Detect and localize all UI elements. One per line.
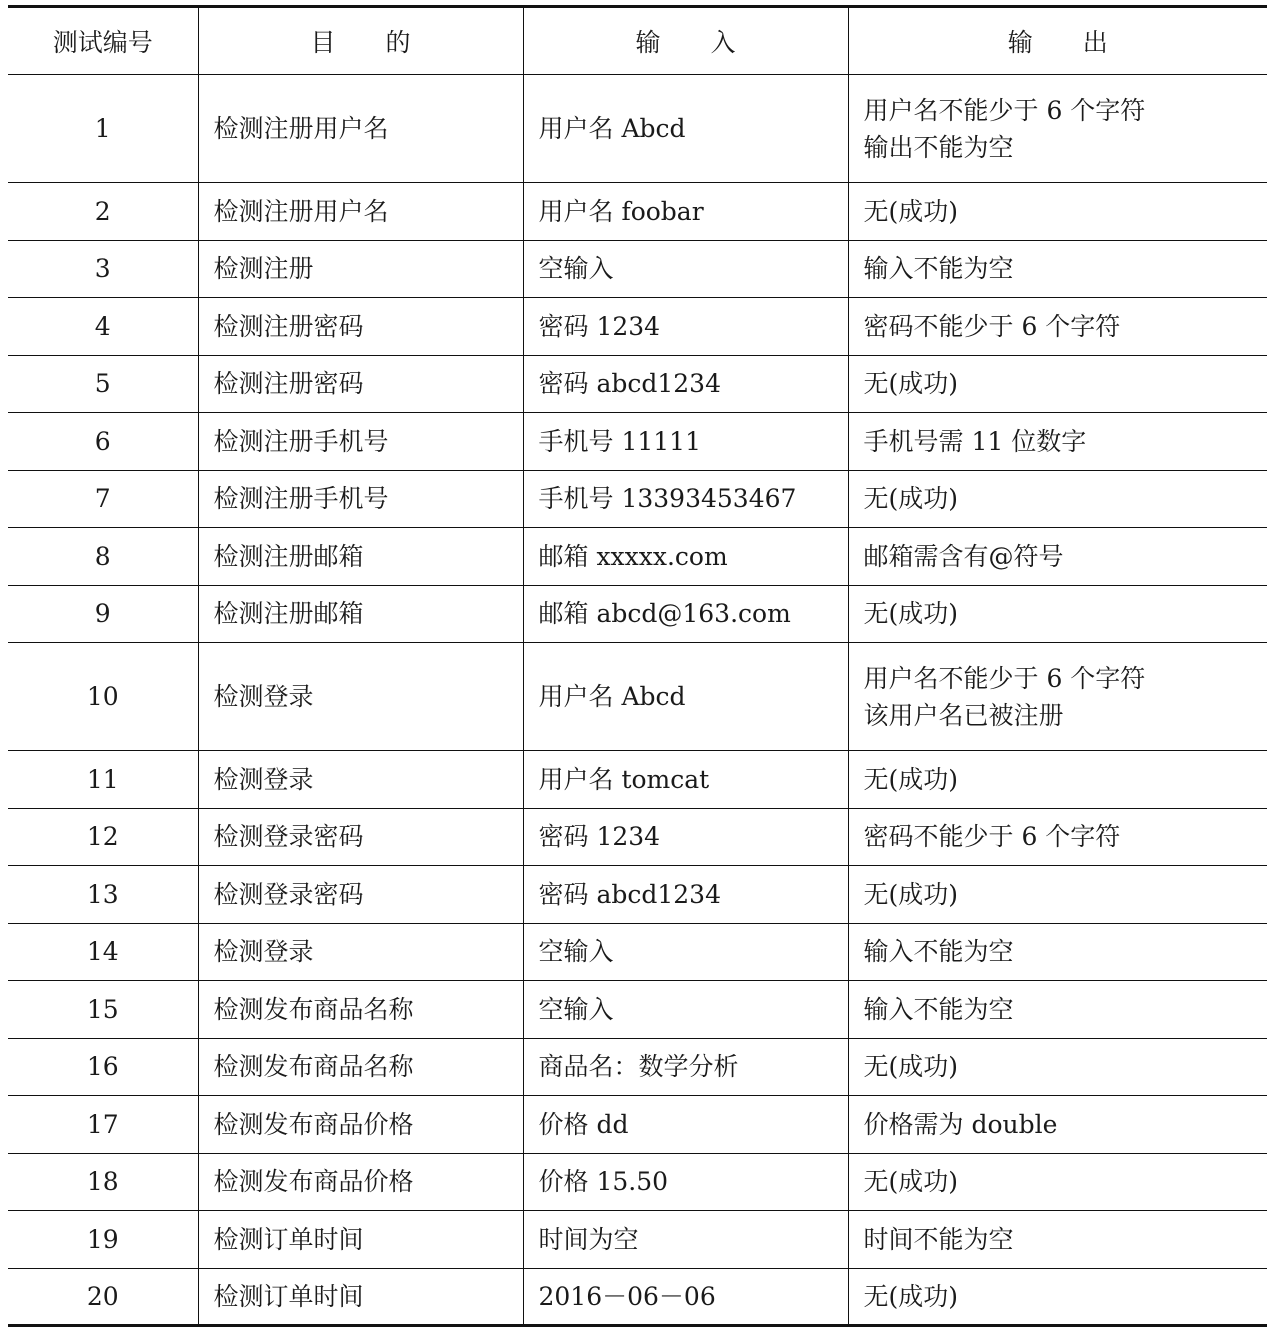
- cell-test-id: 9: [8, 585, 198, 643]
- cell-purpose: 检测发布商品名称: [198, 1038, 523, 1096]
- output-line: 无(成功): [863, 1281, 959, 1311]
- cell-test-id: 14: [8, 923, 198, 981]
- output-line: 无(成功): [863, 196, 959, 226]
- cell-output: [848, 866, 1267, 924]
- cell-input: 用户名 tomcat: [523, 751, 848, 809]
- table-row: [8, 1153, 1267, 1211]
- cell-test-id: 15: [8, 981, 198, 1039]
- output-line: 手机号需 11 位数字: [863, 426, 1087, 456]
- table-row: [8, 470, 1267, 528]
- output-line: 输入不能为空: [863, 937, 1014, 967]
- header-row: [8, 7, 1267, 75]
- cell-input: 邮箱 xxxxx.com: [523, 528, 848, 586]
- cell-output: [848, 585, 1267, 643]
- output-line: 邮箱需含有@符号: [863, 541, 1064, 571]
- table-row: [8, 1038, 1267, 1096]
- table-row: [8, 413, 1267, 471]
- cell-input: 手机号 11111: [523, 413, 848, 471]
- cell-purpose: 检测登录: [198, 751, 523, 809]
- table-row: [8, 75, 1267, 183]
- cell-purpose: 检测注册手机号: [198, 470, 523, 528]
- cell-output: [848, 413, 1267, 471]
- cell-input: 密码 1234: [523, 808, 848, 866]
- cell-test-id: 18: [8, 1153, 198, 1211]
- cell-input: 商品名：数学分析: [523, 1038, 848, 1096]
- test-case-table: [8, 5, 1267, 1327]
- output-line: 输出不能为空: [863, 132, 1014, 162]
- output-line: 无(成功): [863, 1052, 959, 1082]
- cell-output: [848, 355, 1267, 413]
- table-row: [8, 1096, 1267, 1154]
- cell-test-id: 1: [8, 75, 198, 183]
- cell-test-id: 17: [8, 1096, 198, 1154]
- cell-output: [848, 1153, 1267, 1211]
- table-row: [8, 751, 1267, 809]
- cell-purpose: 检测注册密码: [198, 298, 523, 356]
- table-row: [8, 1211, 1267, 1269]
- output-line: 价格需为 double: [863, 1109, 1058, 1139]
- cell-input: 密码 1234: [523, 298, 848, 356]
- output-line: 无(成功): [863, 369, 959, 399]
- cell-test-id: 5: [8, 355, 198, 413]
- output-line: 该用户名已被注册: [863, 700, 1064, 730]
- output-line: 无(成功): [863, 764, 959, 794]
- output-line: 密码不能少于 6 个字符: [863, 822, 1121, 852]
- output-line: 输入不能为空: [863, 994, 1014, 1024]
- cell-input: 密码 abcd1234: [523, 355, 848, 413]
- table-body: [8, 75, 1267, 1326]
- output-line: 时间不能为空: [863, 1224, 1014, 1254]
- cell-purpose: 检测订单时间: [198, 1211, 523, 1269]
- cell-output: [848, 643, 1267, 751]
- cell-input: 用户名 Abcd: [523, 75, 848, 183]
- output-line: 用户名不能少于 6 个字符: [863, 663, 1146, 693]
- cell-input: 用户名 Abcd: [523, 643, 848, 751]
- table-row: [8, 585, 1267, 643]
- table-row: [8, 643, 1267, 751]
- cell-test-id: 4: [8, 298, 198, 356]
- cell-purpose: 检测登录: [198, 923, 523, 981]
- cell-input: 邮箱 abcd@163.com: [523, 585, 848, 643]
- cell-purpose: 检测发布商品价格: [198, 1153, 523, 1211]
- cell-test-id: 3: [8, 240, 198, 298]
- table-row: [8, 923, 1267, 981]
- cell-test-id: 19: [8, 1211, 198, 1269]
- cell-purpose: 检测订单时间: [198, 1268, 523, 1326]
- cell-output: [848, 981, 1267, 1039]
- output-line: 无(成功): [863, 879, 959, 909]
- cell-purpose: 检测注册邮箱: [198, 528, 523, 586]
- cell-purpose: 检测注册手机号: [198, 413, 523, 471]
- cell-input: 价格 dd: [523, 1096, 848, 1154]
- output-line: 无(成功): [863, 599, 959, 629]
- table-row: [8, 1268, 1267, 1326]
- output-line: 密码不能少于 6 个字符: [863, 311, 1121, 341]
- cell-purpose: 检测登录密码: [198, 866, 523, 924]
- cell-test-id: 10: [8, 643, 198, 751]
- output-line: 输入不能为空: [863, 254, 1014, 284]
- table-row: [8, 808, 1267, 866]
- table-row: [8, 355, 1267, 413]
- cell-purpose: 检测注册用户名: [198, 75, 523, 183]
- table-row: [8, 866, 1267, 924]
- cell-purpose: 检测注册: [198, 240, 523, 298]
- cell-input: 空输入: [523, 923, 848, 981]
- cell-test-id: 13: [8, 866, 198, 924]
- cell-input: 空输入: [523, 981, 848, 1039]
- cell-test-id: 16: [8, 1038, 198, 1096]
- output-line: 无(成功): [863, 484, 959, 514]
- cell-test-id: 12: [8, 808, 198, 866]
- cell-output: [848, 240, 1267, 298]
- cell-test-id: 8: [8, 528, 198, 586]
- cell-input: 用户名 foobar: [523, 183, 848, 241]
- cell-purpose: 检测注册邮箱: [198, 585, 523, 643]
- cell-output: [848, 923, 1267, 981]
- cell-purpose: 检测登录: [198, 643, 523, 751]
- cell-purpose: 检测注册密码: [198, 355, 523, 413]
- table-row: [8, 240, 1267, 298]
- cell-input: 时间为空: [523, 1211, 848, 1269]
- cell-output: [848, 1211, 1267, 1269]
- table-row: [8, 298, 1267, 356]
- table-row: [8, 183, 1267, 241]
- cell-input: 密码 abcd1234: [523, 866, 848, 924]
- cell-output: [848, 1038, 1267, 1096]
- header-input: 输 入: [523, 7, 848, 75]
- cell-output: [848, 298, 1267, 356]
- output-line: 用户名不能少于 6 个字符: [863, 95, 1146, 125]
- output-line: 无(成功): [863, 1167, 959, 1197]
- cell-input: 2016－06－06: [523, 1268, 848, 1326]
- cell-output: [848, 1096, 1267, 1154]
- cell-output: [848, 470, 1267, 528]
- table-header: [8, 7, 1267, 75]
- header-purpose: 目 的: [198, 7, 523, 75]
- table-row: [8, 528, 1267, 586]
- cell-purpose: 检测注册用户名: [198, 183, 523, 241]
- cell-output: [848, 808, 1267, 866]
- header-output: 输 出: [848, 7, 1267, 75]
- cell-purpose: 检测发布商品名称: [198, 981, 523, 1039]
- cell-purpose: 检测发布商品价格: [198, 1096, 523, 1154]
- table-row: [8, 981, 1267, 1039]
- header-test-id: 测试编号: [8, 7, 198, 75]
- cell-output: [848, 751, 1267, 809]
- cell-test-id: 2: [8, 183, 198, 241]
- cell-test-id: 6: [8, 413, 198, 471]
- cell-input: 价格 15.50: [523, 1153, 848, 1211]
- cell-test-id: 20: [8, 1268, 198, 1326]
- cell-output: [848, 528, 1267, 586]
- cell-input: 手机号 13393453467: [523, 470, 848, 528]
- cell-test-id: 7: [8, 470, 198, 528]
- cell-purpose: 检测登录密码: [198, 808, 523, 866]
- cell-input: 空输入: [523, 240, 848, 298]
- cell-output: [848, 75, 1267, 183]
- cell-test-id: 11: [8, 751, 198, 809]
- cell-output: [848, 1268, 1267, 1326]
- cell-output: [848, 183, 1267, 241]
